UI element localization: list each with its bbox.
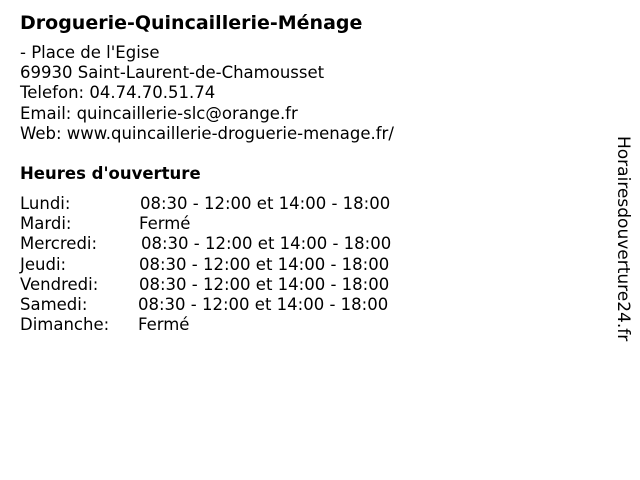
city-address: 69930 Saint-Laurent-de-Chamousset — [20, 63, 325, 83]
site-watermark — [612, 136, 634, 372]
phone-number: Telefon: 04.74.70.51.74 — [20, 83, 216, 103]
email-address: Email: quincaillerie-slc@orange.fr — [20, 103, 298, 123]
day-label: Samedi: — [20, 294, 88, 314]
hours-value: 08:30 - 12:00 et 14:00 - 18:00 — [140, 194, 391, 213]
hours-value: 08:30 - 12:00 et 14:00 - 18:00 — [141, 234, 392, 254]
watermark-text: Horairesdouverture24.fr — [613, 136, 633, 342]
day-label: Mercredi: — [20, 234, 98, 254]
day-label: Vendredi: — [20, 274, 99, 294]
website: Web: www.quincaillerie-droguerie-menage.fr/ — [20, 123, 394, 143]
hours-value: 08:30 - 12:00 et 14:00 - 18:00 — [138, 294, 389, 314]
contact-block — [20, 43, 394, 144]
day-label: Mardi: — [20, 214, 72, 234]
hours-value: 08:30 - 12:00 et 14:00 - 18:00 — [139, 254, 390, 274]
hours-heading: Heures d'ouverture — [20, 164, 201, 183]
hours-value: 08:30 - 12:00 et 14:00 - 18:00 — [139, 274, 390, 294]
hours-value: Fermé — [138, 315, 190, 335]
business-name: Droguerie-Quincaillerie-Ménage — [20, 12, 363, 34]
hours-value: Fermé — [139, 214, 191, 234]
street-address: - Place de l'Egise — [20, 43, 160, 62]
day-label: Lundi: — [20, 194, 71, 213]
day-label: Dimanche: — [20, 315, 110, 335]
day-label: Jeudi: — [20, 254, 67, 274]
